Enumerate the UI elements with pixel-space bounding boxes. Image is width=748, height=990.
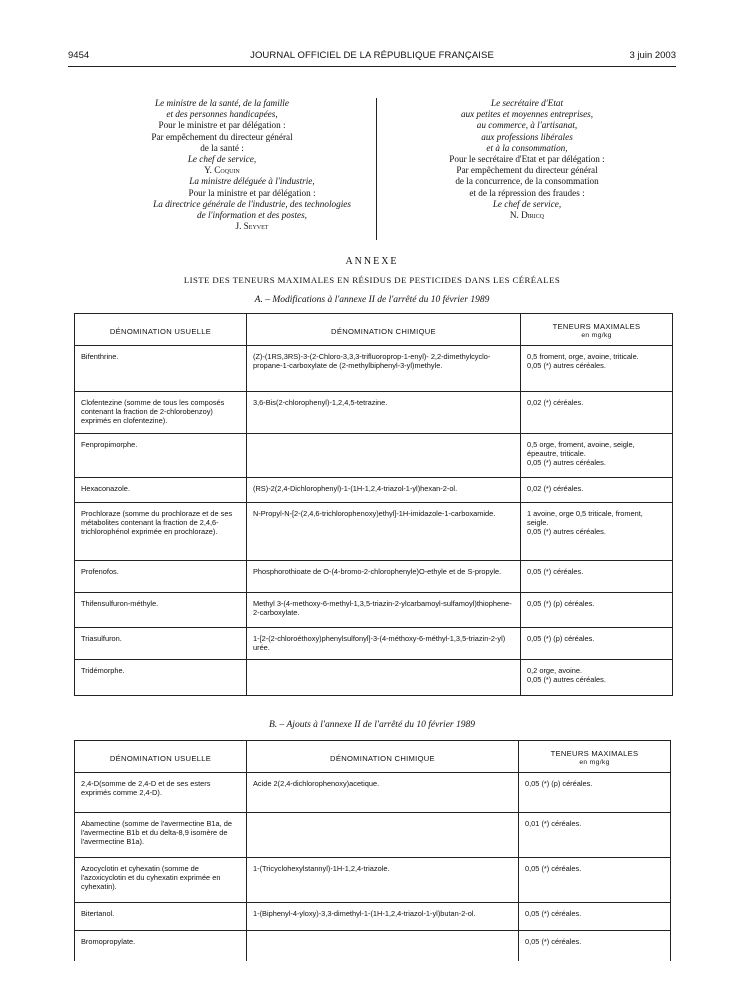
signature-line: Par empêchement du directeur général: [151, 131, 293, 142]
cell-chimique: (RS)-2(2,4-Dichlorophenyl)-1-(1H-1,2,4-triazol-1-yl)hexan-2-ol.: [247, 478, 521, 503]
signature-line: La directrice générale de l'industrie, des technologies: [153, 198, 351, 209]
cell-usuelle: Fenpropimorphe.: [75, 434, 247, 478]
signature-line: et des personnes handicapées,: [166, 109, 278, 120]
header-unit: en mg/kg: [579, 759, 610, 766]
annexe-title: ANNEXE: [345, 256, 399, 267]
cell-chimique: N-Propyl-N-[2-(2,4,6-trichlorophenoxy)ethyl]-1H-imidazole-1-carboxamide.: [247, 503, 521, 561]
cell-usuelle: Azocyclotin et cyhexatin (somme de l'azoxicyclotin et du cyhexatin exprimée en cyhexatin).: [75, 858, 247, 903]
cell-chimique: Phosphorothioate de O-(4-bromo-2-chlorophenyle)O-ethyle et de S-propyle.: [247, 561, 521, 593]
issue-date: 3 juin 2003: [629, 50, 676, 61]
cell-teneurs: 0,05 (*) (p) céréales.: [521, 628, 673, 660]
cell-teneurs: 0,5 froment, orge, avoine, triticale. 0,05 (*) autres céréales.: [521, 346, 673, 392]
annexe-subtitle: LISTE DES TENEURS MAXIMALES EN RÉSIDUS DE PESTICIDES DANS LES CÉRÉALES: [183, 275, 561, 285]
signature-line: de l'information et des postes,: [197, 210, 307, 221]
table-row: [75, 931, 671, 961]
column-divider: [376, 98, 377, 240]
cell-usuelle: Abamectine (somme de l'avermectine B1a, de l'avermectine B1b et du delta-8,9 isomère de l'avermectine B1a).: [75, 813, 247, 858]
table-row: [75, 478, 673, 503]
page-header: [68, 50, 676, 66]
header-rule: [68, 66, 676, 67]
cell-teneurs: 0,05 (*) céréales.: [519, 903, 671, 931]
table-row: [75, 593, 673, 628]
cell-chimique: Acide 2(2,4-dichlorophenoxy)acetique.: [247, 773, 519, 813]
table-row: [75, 773, 671, 813]
journal-title: JOURNAL OFFICIEL DE LA RÉPUBLIQUE FRANÇAISE: [250, 50, 494, 61]
header-chimique: DÉNOMINATION CHIMIQUE: [247, 314, 521, 346]
cell-chimique: [247, 434, 521, 478]
cell-teneurs: 0,05 (*) céréales.: [521, 561, 673, 593]
table-row: [75, 628, 673, 660]
cell-teneurs: 0,05 (*) (p) céréales.: [521, 593, 673, 628]
table-row: [75, 858, 671, 903]
signature-line: Le secrétaire d'Etat: [490, 98, 564, 108]
signature-line: Le ministre de la santé, de la famille: [155, 98, 289, 108]
page-number: 9454: [68, 50, 90, 61]
signature-line: et à la consommation,: [486, 142, 568, 153]
cell-teneurs: 0,05 (*) céréales.: [519, 931, 671, 961]
table-row: [75, 392, 673, 434]
header-teneurs-label: TENEURS MAXIMALES: [550, 749, 639, 758]
header-unit: en mg/kg: [581, 332, 612, 339]
cell-teneurs: 0,01 (*) céréales.: [519, 813, 671, 858]
cell-chimique: 1-(Tricyclohexylstannyl)-1H-1,2,4-triazole.: [247, 858, 519, 903]
signature-line: aux petites et moyennes entreprises,: [460, 109, 594, 120]
signature-line: Pour la ministre et par délégation :: [188, 187, 316, 198]
signatures-left: [68, 98, 376, 232]
signature-line: Le chef de service,: [492, 198, 562, 209]
table-row: [75, 434, 673, 478]
section-b-heading: B. – Ajouts à l'annexe II de l'arrêté du 10 février 1989: [269, 720, 475, 730]
signatures-right: [378, 98, 676, 221]
cell-teneurs: 1 avoine, orge 0,5 triticale, froment, seigle. 0,05 (*) autres céréales.: [521, 503, 673, 561]
signature-line: Pour le secrétaire d'Etat et par délégation :: [449, 154, 605, 165]
table-row: [75, 503, 673, 561]
header-teneurs: [519, 741, 671, 773]
cell-usuelle: Tridémorphe.: [75, 660, 247, 696]
header-usuelle: DÉNOMINATION USUELLE: [75, 741, 247, 773]
cell-usuelle: Profenofos.: [75, 561, 247, 593]
table-row: [75, 903, 671, 931]
cell-chimique: 1-[2-(2-chloroéthoxy)phenylsulfonyl]-3-(4-méthoxy-6-méthyl-1,3,5-triazin-2-yl) urée.: [247, 628, 521, 660]
cell-usuelle: Prochloraze (somme du prochloraze et de ses métabolites contenant la fraction de 2,4,6-trichlorophénol exprimée en prochloraze).: [75, 503, 247, 561]
cell-teneurs: 0,02 (*) céréales.: [521, 392, 673, 434]
cell-teneurs: 0,2 orge, avoine. 0,05 (*) autres céréales.: [521, 660, 673, 696]
cell-teneurs: 0,05 (*) céréales.: [519, 858, 671, 903]
cell-usuelle: Bifenthrine.: [75, 346, 247, 392]
cell-usuelle: Bitertanol.: [75, 903, 247, 931]
signature-line: de la concurrence, de la consommation: [455, 176, 599, 187]
table-row: [75, 346, 673, 392]
header-chimique: DÉNOMINATION CHIMIQUE: [247, 741, 519, 773]
cell-chimique: 3,6-Bis(2-chlorophenyl)-1,2,4,5-tetrazine.: [247, 392, 521, 434]
signature-line: et de la répression des fraudes :: [469, 187, 585, 198]
residue-table-a: [74, 313, 673, 696]
cell-teneurs: 0,5 orge, froment, avoine, seigle, épeautre, triticale. 0,05 (*) autres céréales.: [521, 434, 673, 478]
cell-usuelle: Hexaconazole.: [75, 478, 247, 503]
cell-usuelle: 2,4-D(somme de 2,4-D et de ses esters exprimés comme 2,4-D).: [75, 773, 247, 813]
signature-line: au commerce, à l'artisanat,: [476, 120, 578, 131]
cell-usuelle: Clofentezine (somme de tous les composés contenant la fraction de 2-chlorobenzoy) exprimés en clofentezine).: [75, 392, 247, 434]
signatory-name: J. Seyvet: [235, 221, 269, 232]
cell-chimique: [247, 813, 519, 858]
signature-line: La ministre déléguée à l'industrie,: [189, 176, 315, 187]
table-row: [75, 813, 671, 858]
cell-usuelle: Thifensulfuron-méthyle.: [75, 593, 247, 628]
section-a-heading: A. – Modifications à l'annexe II de l'arrêté du 10 février 1989: [254, 295, 490, 305]
cell-teneurs: 0,02 (*) céréales.: [521, 478, 673, 503]
cell-usuelle: Bromopropylate.: [75, 931, 247, 961]
header-usuelle: DÉNOMINATION USUELLE: [75, 314, 247, 346]
header-teneurs-label: TENEURS MAXIMALES: [552, 322, 641, 331]
table-row: [75, 660, 673, 696]
signature-line: Pour le ministre et par délégation :: [158, 120, 286, 131]
signatory-name: N. Diricq: [509, 210, 545, 221]
signatory-name: Y. Coquin: [204, 165, 240, 176]
cell-chimique: [247, 931, 519, 961]
table-row: [75, 561, 673, 593]
signature-line: Le chef de service,: [187, 154, 257, 165]
cell-usuelle: Triasulfuron.: [75, 628, 247, 660]
signature-line: Par empêchement du directeur général: [456, 165, 598, 176]
signature-line: de la santé :: [200, 142, 244, 153]
cell-chimique: Methyl 3-(4-methoxy-6-methyl-1,3,5-triazin-2-ylcarbamoyl-sulfamoyl)thiophene-2-carboxylate.: [247, 593, 521, 628]
signature-line: aux professions libérales: [481, 131, 573, 142]
header-teneurs: [521, 314, 673, 346]
cell-chimique: (Z)-(1RS,3RS)-3-(2-Chloro-3,3,3-trifluoroprop-1-enyl)- 2,2-dimethylcyclo-propane-1-carboxylate de (2-methylbiphenyl-3-yl)methyle.: [247, 346, 521, 392]
cell-chimique: 1-(Biphenyl-4-yloxy)-3,3-dimethyl-1-(1H-1,2,4-triazol-1-yl)butan-2-ol.: [247, 903, 519, 931]
cell-chimique: [247, 660, 521, 696]
cell-teneurs: 0,05 (*) (p) céréales.: [519, 773, 671, 813]
residue-table-b: [74, 740, 671, 961]
